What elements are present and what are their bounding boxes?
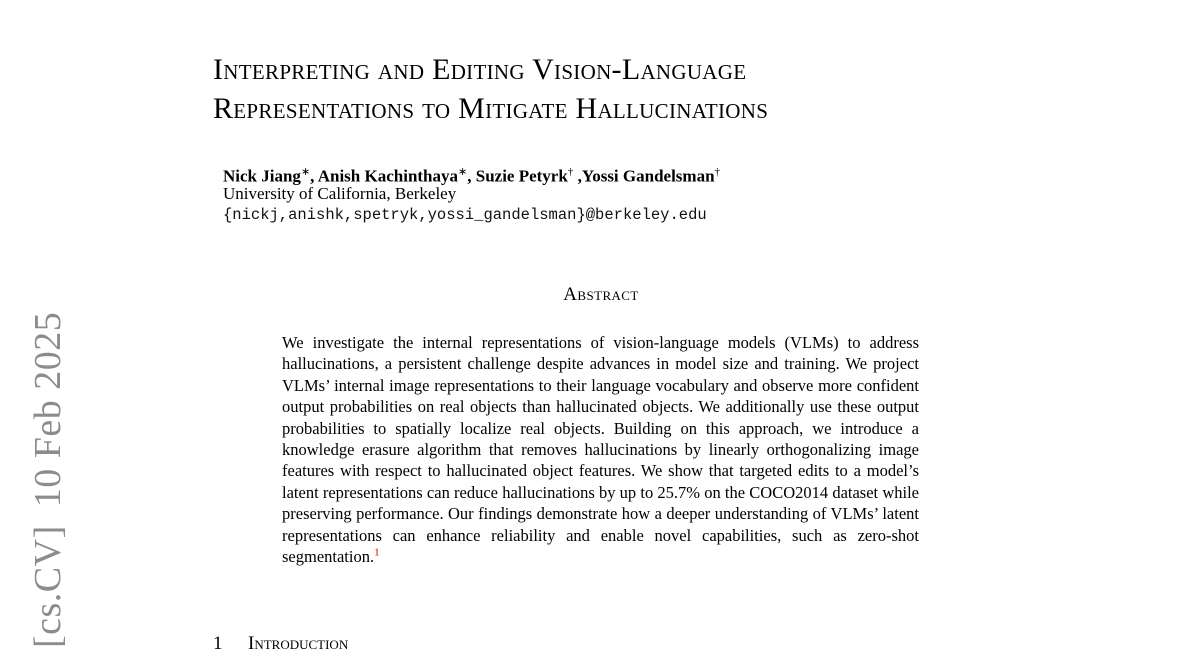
author-mark: † [567,166,574,178]
author-separator: , [310,166,318,186]
author-name: Yossi Gandelsman [581,166,715,186]
section-number: 1 [213,633,223,654]
author-mark: ∗ [300,166,311,178]
arxiv-stamp [28,312,68,648]
author-separator: , [573,166,582,186]
author-separator: , [467,166,476,186]
title-line-1: Interpreting and Editing Vision-Language [213,53,747,86]
affiliation: University of California, Berkeley [223,184,457,203]
author-mark: ∗ [458,166,468,178]
arxiv-category: [cs.CV] [27,525,69,648]
paper-title [213,50,1033,128]
author-name: Suzie Petyrk [475,166,568,186]
author-name: Anish Kachinthaya [317,166,459,186]
author-emails: {nickj,anishk,spetryk,yossi_gandelsman}@berkeley.edu [223,206,707,224]
abstract-body [282,332,919,567]
section-heading [213,632,348,656]
abstract-text: We investigate the internal representations of vision-language models (VLMs) to address hallucinations, a persistent challenge despite advances in model size and training. We project VLMs’ internal image representations to their language vocabulary and observe more confident output probabilities on real objects than hallucinated objects. We additionally use these output probabilities to spatially localize real objects. Building on this approach, we introduce a knowledge erasure algorithm that removes hallucinations by linearly orthogonalizing image features with respect to hallucinated object features. We show that targeted edits to a model’s latent representations can reduce hallucinations by up to 25.7% on the COCO2014 dataset while preserving performance. Our findings demonstrate how a deeper understanding of VLMs’ latent representations can enhance reliability and enable novel capabilities, such as zero-shot segmentation. [282,333,919,567]
abstract-heading: Abstract [563,284,639,305]
section-title: Introduction [248,633,349,654]
footnote-link[interactable]: 1 [374,546,380,559]
title-line-2: Representations to Mitigate Hallucinations [213,92,769,125]
author-name: Nick Jiang [223,166,301,186]
author-mark: † [714,166,721,178]
arxiv-date: 10 Feb 2025 [27,311,69,508]
